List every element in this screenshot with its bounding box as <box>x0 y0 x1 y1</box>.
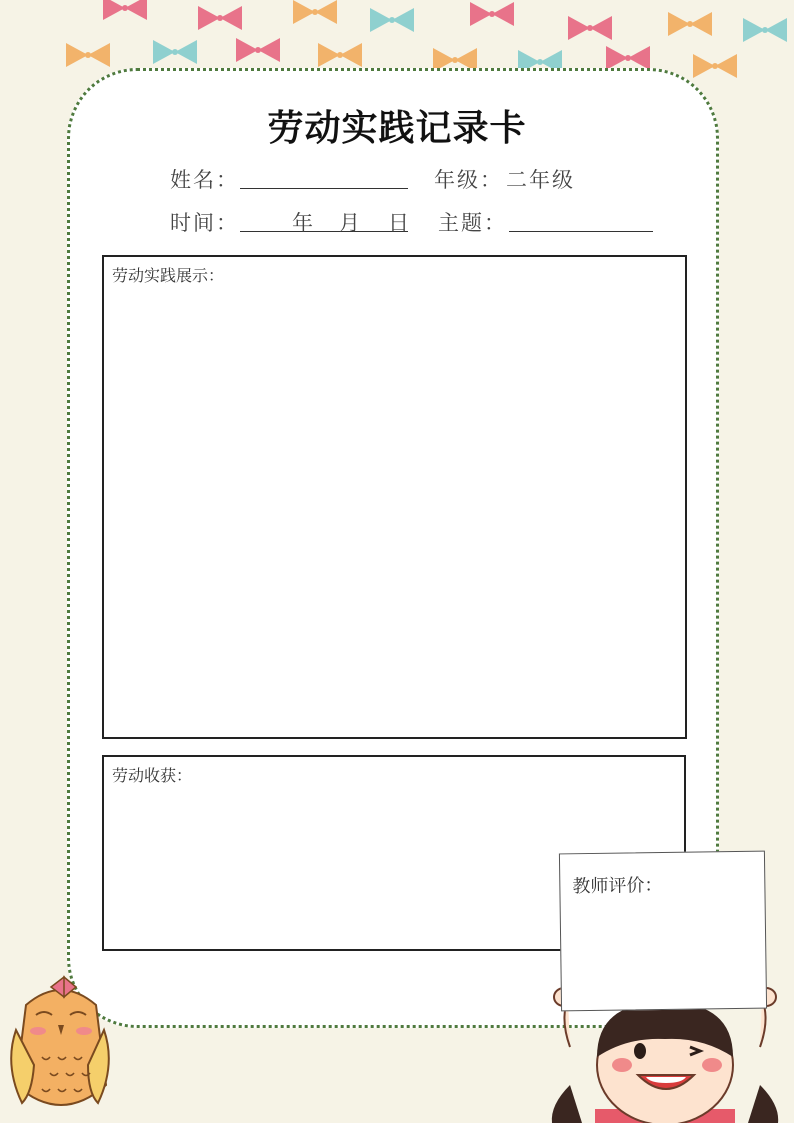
practice-display-label: 劳动实践展示： <box>112 266 225 285</box>
theme-label: 主题： <box>438 211 507 235</box>
time-label: 时间： <box>170 211 239 235</box>
month-unit: 月 <box>339 211 360 235</box>
date-field-line[interactable] <box>240 231 408 232</box>
grade-label: 年级： <box>434 168 503 192</box>
owl-illustration <box>6 975 116 1123</box>
page-title: 劳动实践记录卡 <box>267 107 527 149</box>
theme-field-line[interactable] <box>509 231 653 232</box>
teacher-evaluation-sign[interactable] <box>559 851 767 1012</box>
grade-value: 二年级 <box>506 168 575 192</box>
teacher-evaluation-label: 教师评价： <box>572 875 663 898</box>
practice-display-box[interactable] <box>102 255 687 739</box>
name-label: 姓名： <box>170 168 239 192</box>
day-unit: 日 <box>388 211 409 235</box>
harvest-label: 劳动收获： <box>112 766 193 785</box>
name-field-line[interactable] <box>240 188 408 189</box>
year-unit: 年 <box>292 211 313 235</box>
